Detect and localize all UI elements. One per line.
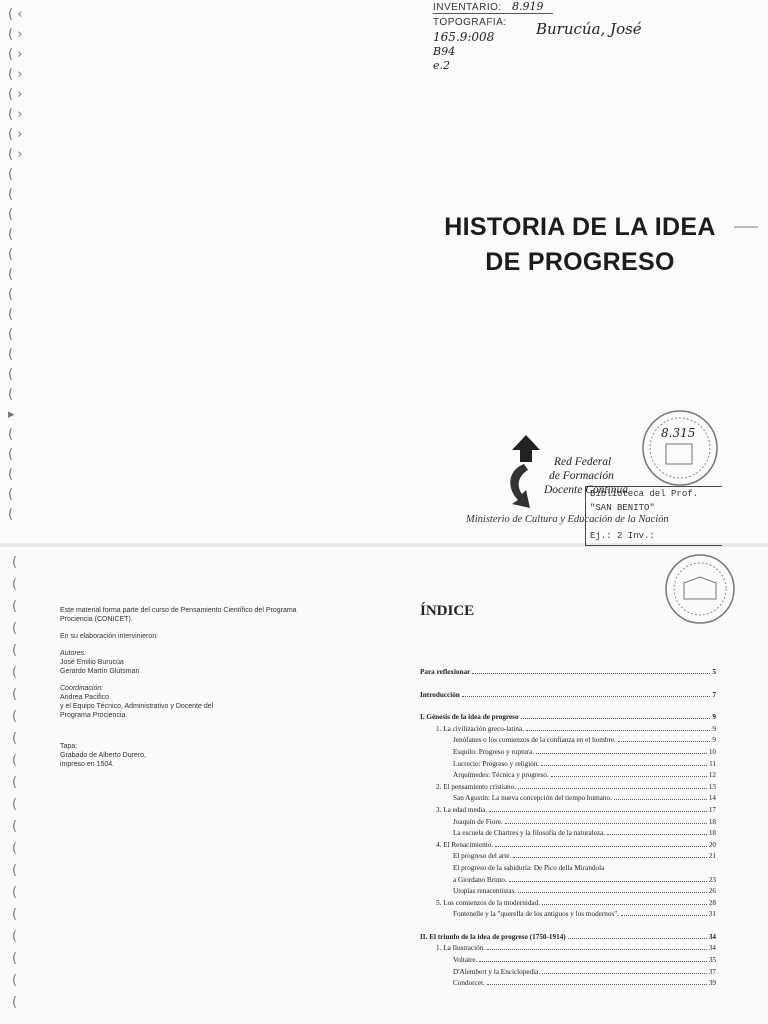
toc-entry-page: 14: [708, 794, 716, 803]
autores-label: Autores:: [60, 650, 87, 657]
toc-entry-page: 7: [712, 690, 716, 699]
ministerio-line: Ministerio de Cultura y Educación de la Nación: [466, 514, 669, 525]
box-line-2: "SAN BENITO": [590, 503, 655, 513]
tapa-1: Grabado de Alberto Durero,: [60, 752, 146, 759]
toc-entry-page: 10: [708, 747, 716, 756]
red-federal-line-3: Docente Continua: [544, 484, 628, 496]
toc-entry-page: 13: [708, 782, 716, 791]
call-number-1: 165.9:008: [433, 30, 495, 44]
box-line-1: Biblioteca del Prof.: [590, 489, 699, 499]
toc-entry: [420, 979, 716, 991]
toc-entry: [420, 910, 716, 922]
toc-leader-dots: [513, 857, 707, 858]
toc-entry-label: Introducción: [420, 690, 460, 699]
toc-entry-page: 37: [708, 967, 716, 976]
toc-entry-label: 1. La Ilustración.: [436, 944, 486, 953]
toc-entry-page: 23: [708, 875, 716, 884]
toc-entry-page: 34: [708, 932, 716, 941]
toc-entry-label: I. Génesis de la idea de progreso: [420, 713, 519, 722]
toc-entry: [420, 933, 716, 945]
toc-entry: [420, 806, 716, 818]
toc-entry-page: 9: [712, 736, 716, 745]
toc-entry-label: D'Alembert y la Enciclopedia.: [453, 967, 541, 976]
toc-entry-label: Fontenelle y la "querella de los antiguos y los modernos".: [453, 910, 619, 919]
toc-entry: [420, 783, 716, 795]
coordinacion-label: Coordinación:: [60, 685, 104, 692]
toc-entry-label: Lucrecio: Progreso y religión.: [453, 759, 540, 768]
credits-elaboracion: En su elaboración intervinieron:: [60, 633, 159, 640]
toc-entry-label: San Agustín: La nueva concepción del tiempo humano.: [453, 794, 612, 803]
toc-leader-dots: [621, 915, 707, 916]
toc-entry: [420, 794, 716, 806]
call-number-3: e.2: [433, 59, 451, 72]
red-federal-logo-icon: [496, 430, 556, 510]
toc-entry-page: 12: [708, 771, 716, 780]
library-seal-icon: [640, 408, 720, 490]
toc-gap: [420, 680, 716, 691]
toc-leader-dots: [541, 765, 707, 766]
toc-entry: [420, 944, 716, 956]
biblioteca-seal-icon: [660, 553, 740, 627]
toc-entry: [420, 968, 716, 980]
toc-leader-dots: [479, 961, 706, 962]
toc-leader-dots: [518, 788, 707, 789]
toc-gap: [420, 702, 716, 713]
toc-entry: [420, 760, 716, 772]
toc-leader-dots: [521, 718, 711, 719]
tapa-label: Tapa:: [60, 743, 78, 750]
toc-entry: [420, 887, 716, 899]
toc-entry-page: 26: [708, 887, 716, 896]
toc-entry: [420, 668, 716, 680]
toc-leader-dots: [472, 673, 710, 674]
library-box-stamp: [585, 486, 722, 546]
toc-entry-page: 31: [708, 910, 716, 919]
toc-leader-dots: [614, 799, 707, 800]
call-number-2: B94: [433, 45, 456, 58]
toc-entry-label: 1. La civilización greco-latina.: [436, 724, 525, 733]
toc-entry-label: Para reflexionar: [420, 668, 471, 676]
cover-title-line-2: DE PROGRESO: [485, 248, 675, 276]
coord-3: Programa Prociencia.: [60, 712, 128, 719]
toc-entry: [420, 899, 716, 911]
toc-entry: [420, 748, 716, 760]
toc-entry: [420, 691, 716, 703]
toc-entry-page: 18: [708, 817, 716, 826]
toc-leader-dots: [542, 904, 707, 905]
toc-entry-label: 3. La edad media.: [436, 805, 488, 814]
toc-entry-page: 9: [712, 713, 716, 722]
toc-entry-page: 39: [708, 979, 716, 988]
autor-1: José Emilio Burucúa: [60, 659, 124, 666]
toc-leader-dots: [495, 846, 707, 847]
toc-leader-dots: [526, 730, 710, 731]
toc-leader-dots: [551, 776, 707, 777]
seal-number: 8.315: [661, 426, 696, 440]
toc-leader-dots: [607, 834, 707, 835]
toc-entry-label: Condorcet.: [453, 979, 485, 988]
toc-entry: [420, 736, 716, 748]
toc-entry: [420, 818, 716, 830]
coord-1: Andrea Pacifico: [60, 694, 110, 701]
toc-entry-label: 5. Los comienzos de la modernidad.: [436, 898, 540, 907]
toc-entry-label: Jenófanes o los comienzos de la confianza en el hombre.: [453, 736, 616, 745]
toc-entry-label: Voltaire.: [453, 956, 478, 965]
toc-entry-page: 18: [708, 829, 716, 838]
toc-entry: [420, 771, 716, 783]
toc-entry-label: Esquilo: Progreso y ruptura.: [453, 747, 535, 756]
toc-leader-dots: [618, 741, 711, 742]
toc-entry-label: 2. El pensamiento cristiano.: [436, 782, 517, 791]
toc-entry: [420, 829, 716, 841]
table-of-contents: [420, 668, 716, 991]
toc-leader-dots: [489, 811, 707, 812]
toc-entry-page: 20: [708, 840, 716, 849]
toc-entry-page: 28: [708, 898, 716, 907]
handwritten-author: Burucúa, José: [536, 20, 642, 38]
toc-entry: [420, 713, 716, 725]
indice-title: ÍNDICE: [420, 603, 475, 619]
toc-gap: [420, 922, 716, 933]
toc-entry: [420, 841, 716, 853]
toc-entry-page: 17: [708, 805, 716, 814]
toc-entry: [420, 725, 716, 737]
toc-entry-page: 11: [709, 759, 716, 768]
red-federal-line-2: de Formación: [549, 470, 614, 482]
tapa-2: impreso en 1504.: [60, 761, 115, 768]
toc-entry-label: a Giordano Bruno.: [453, 875, 507, 884]
toc-entry: [420, 852, 716, 864]
toc-entry-label: La escuela de Chartres y la filosofía de la naturaleza.: [453, 829, 606, 838]
toc-entry: [420, 956, 716, 968]
toc-entry-page: 5: [712, 668, 716, 676]
credits-intro: Este material forma parte del curso de Pensamiento Científico del Programa Prociencia (CONICET).: [60, 607, 297, 623]
box-line-3: Ej.: 2 Inv.:: [590, 531, 655, 541]
toc-leader-dots: [542, 973, 707, 974]
inventario-value: 8.919: [512, 0, 544, 13]
autor-2: Gerardo Martín Glutsman: [60, 668, 140, 675]
cover-title-line-1: HISTORIA DE LA IDEA: [444, 213, 716, 241]
toc-leader-dots: [487, 984, 707, 985]
toc-leader-dots: [568, 938, 707, 939]
toc-entry-page: 21: [708, 852, 716, 861]
toc-leader-dots: [487, 949, 707, 950]
toc-entry-label: El progreso de la sabiduría: De Pico della Mirandola: [453, 863, 605, 872]
toc-entry-page: 35: [708, 956, 716, 965]
toc-leader-dots: [518, 892, 707, 893]
toc-entry-label: El progreso del arte.: [453, 852, 512, 861]
coord-2: y el Equipo Técnico, Administrativo y Docente del: [60, 703, 214, 710]
toc-entry-label: Utopías renacentistas.: [453, 887, 517, 896]
toc-entry: [420, 876, 716, 888]
toc-leader-dots: [536, 753, 707, 754]
credits-block: [60, 606, 300, 769]
toc-leader-dots: [505, 823, 707, 824]
inventario-label: INVENTARIO:: [433, 2, 502, 13]
toc-entry-page: 34: [708, 944, 716, 953]
toc-entry-page: 9: [712, 724, 716, 733]
toc-leader-dots: [509, 881, 707, 882]
toc-leader-dots: [462, 696, 711, 697]
red-federal-line-1: Red Federal: [554, 456, 612, 468]
toc-entry: [420, 864, 716, 876]
toc-entry-label: Arquímedes: Técnica y progreso.: [453, 771, 549, 780]
toc-entry-label: 4. El Renacimiento.: [436, 840, 494, 849]
stamp-rule: [433, 13, 553, 14]
page-edge-mark: [734, 226, 758, 228]
toc-entry-label: Joaquín de Fiore.: [453, 817, 503, 826]
toc-entry-label: II. El triunfo de la idea de progreso (1750-1914): [420, 932, 566, 941]
topografia-label: TOPOGRAFIA:: [433, 17, 507, 28]
